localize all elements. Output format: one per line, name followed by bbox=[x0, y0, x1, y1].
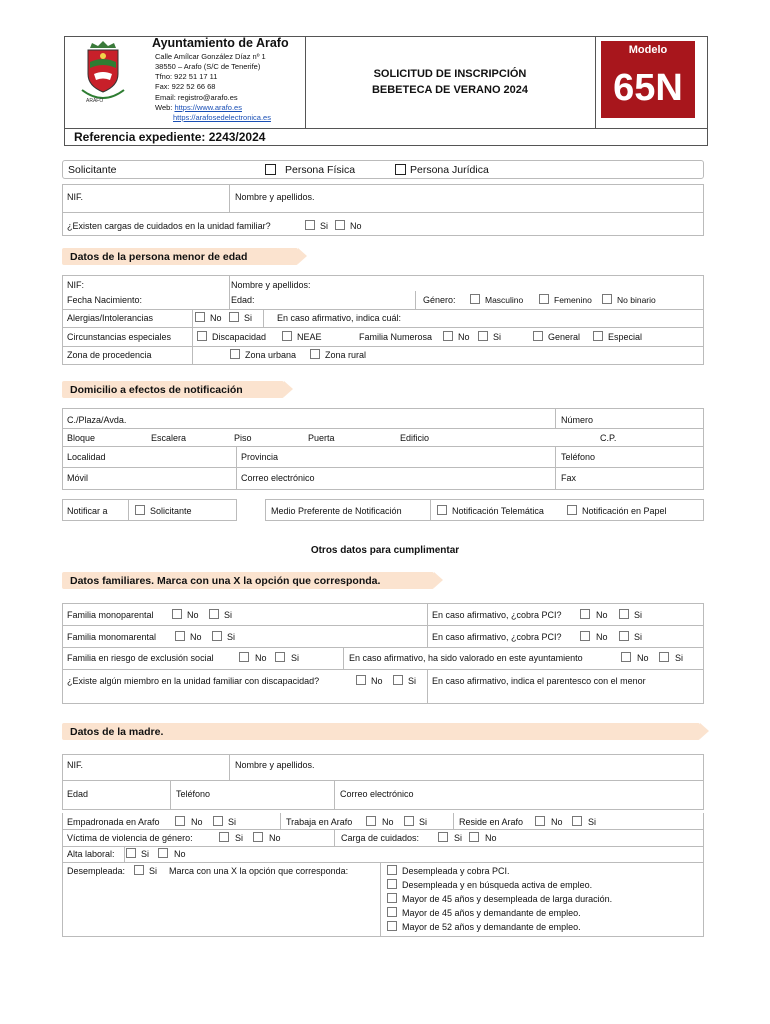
madre-vline-2 bbox=[170, 780, 171, 810]
form-title-line2: BEBETECA DE VERANO 2024 bbox=[371, 84, 529, 96]
org-city: 38550 – Arafo (S/C de Tenerife) bbox=[155, 62, 261, 71]
menor-edad-field[interactable]: Edad: bbox=[231, 295, 255, 305]
empadronada-si-label: Si bbox=[228, 817, 237, 827]
persona-fisica-label: Persona Física bbox=[285, 164, 356, 176]
header-divider-right bbox=[595, 36, 596, 128]
cargas-si-label: Si bbox=[320, 221, 329, 231]
parentesco-field[interactable]: En caso afirmativo, indica el parentesco con el menor bbox=[432, 676, 646, 686]
discapacidad-label: Discapacidad bbox=[212, 332, 267, 342]
monoparental-no-label: No bbox=[187, 610, 199, 620]
madre-vline-3 bbox=[334, 780, 335, 810]
puerta-field[interactable]: Puerta bbox=[308, 433, 335, 443]
monomarental-pci-no-label: No bbox=[596, 632, 608, 642]
form-title-line1: SOLICITUD DE INSCRIPCIÓN bbox=[373, 68, 527, 80]
calle-field[interactable]: C./Plaza/Avda. bbox=[67, 415, 127, 425]
no-binario-label: No binario bbox=[617, 295, 656, 305]
no-binario-checkbox[interactable] bbox=[602, 294, 612, 304]
desempleada-marca-label: Marca con una X la opción que corresponda: bbox=[169, 866, 349, 876]
familiares-section-header bbox=[62, 572, 434, 589]
modelo-label: Modelo bbox=[628, 44, 668, 56]
dom-vline-tel bbox=[555, 446, 556, 490]
movil-field[interactable]: Móvil bbox=[67, 473, 89, 483]
trabaja-label: Trabaja en Arafo bbox=[286, 817, 353, 827]
reside-label: Reside en Arafo bbox=[459, 817, 524, 827]
telematica-checkbox[interactable] bbox=[437, 505, 447, 515]
familiares-section-title: Datos familiares. Marca con una X la opción que corresponda. bbox=[70, 575, 381, 587]
org-web-link[interactable]: https://www.arafo.es bbox=[174, 103, 242, 112]
coat-of-arms-icon bbox=[78, 40, 128, 104]
menor-vline-1 bbox=[229, 275, 230, 309]
madre-table bbox=[62, 754, 704, 810]
discapacidad-miembro-si-checkbox[interactable] bbox=[393, 675, 403, 685]
trabaja-si-checkbox[interactable] bbox=[404, 816, 414, 826]
domicilio-table bbox=[62, 408, 704, 490]
riesgo-valorado-si-label: Si bbox=[675, 653, 684, 663]
solicitante-title: Solicitante bbox=[68, 164, 117, 176]
provincia-field[interactable]: Provincia bbox=[241, 452, 279, 462]
madre-section-title: Datos de la madre. bbox=[70, 726, 164, 738]
victima-no-checkbox[interactable] bbox=[253, 832, 263, 842]
cargas-no-label: No bbox=[350, 221, 362, 231]
header-divider-left bbox=[305, 36, 306, 128]
monoparental-pci-no-label: No bbox=[596, 610, 608, 620]
familia-numerosa-no-label: No bbox=[458, 332, 470, 342]
persona-juridica-checkbox[interactable] bbox=[395, 164, 406, 175]
madre-nombre-field[interactable]: Nombre y apellidos. bbox=[235, 760, 315, 770]
riesgo-label: Familia en riesgo de exclusión social bbox=[67, 653, 214, 663]
femenino-label: Femenino bbox=[554, 295, 592, 305]
victima-label: Víctima de violencia de género: bbox=[67, 833, 193, 843]
org-sede-link[interactable]: https://arafosedelectronica.es bbox=[173, 113, 271, 122]
option-label: Mayor de 45 años y desempleada de larga duración. bbox=[402, 894, 613, 904]
discapacidad-miembro-no-checkbox[interactable] bbox=[356, 675, 366, 685]
cargas-question: ¿Existen cargas de cuidados en la unidad familiar? bbox=[67, 221, 271, 231]
domicilio-section-header bbox=[62, 381, 284, 398]
svg-text:ARAFO: ARAFO bbox=[86, 98, 104, 104]
monoparental-pci-no-checkbox[interactable] bbox=[580, 609, 590, 619]
solicitante-bar bbox=[62, 160, 704, 179]
monoparental-no-checkbox[interactable] bbox=[172, 609, 182, 619]
notificar-vline bbox=[128, 499, 129, 521]
riesgo-no-checkbox[interactable] bbox=[239, 652, 249, 662]
familia-numerosa-si-label: Si bbox=[493, 332, 502, 342]
madre-options-table bbox=[62, 813, 704, 937]
menor-edad-vline bbox=[415, 291, 416, 309]
cargas-no-checkbox[interactable] bbox=[335, 220, 345, 230]
menor-hline-2 bbox=[62, 327, 704, 328]
madre-hline-1 bbox=[62, 780, 704, 781]
menor-hline-3 bbox=[62, 346, 704, 347]
riesgo-valorado-no-label: No bbox=[637, 653, 649, 663]
madre-opt-vline-2 bbox=[453, 813, 454, 829]
telematica-label: Notificación Telemática bbox=[452, 506, 544, 516]
madre-correo-field[interactable]: Correo electrónico bbox=[340, 789, 414, 799]
discapacidad-miembro-label: ¿Existe algún miembro en la unidad familiar con discapacidad? bbox=[67, 676, 320, 686]
zona-urbana-label: Zona urbana bbox=[245, 350, 297, 360]
alta-si-checkbox[interactable] bbox=[126, 848, 136, 858]
org-name: Ayuntamiento de Arafo bbox=[152, 36, 289, 50]
menor-nombre-field[interactable]: Nombre y apellidos: bbox=[231, 280, 311, 290]
reference-expediente: Referencia expediente: 2243/2024 bbox=[74, 130, 266, 144]
menor-section-header bbox=[62, 248, 298, 265]
masculino-label: Masculino bbox=[485, 295, 524, 305]
fam-vline-3 bbox=[427, 669, 428, 704]
trabaja-no-checkbox[interactable] bbox=[366, 816, 376, 826]
zona-urbana-checkbox[interactable] bbox=[230, 349, 240, 359]
victima-si-label: Si bbox=[235, 833, 244, 843]
monoparental-si-label: Si bbox=[224, 610, 233, 620]
dom-hline-1 bbox=[62, 428, 704, 429]
carga-label: Carga de cuidados: bbox=[341, 833, 420, 843]
notificar-solicitante-label: Solicitante bbox=[150, 506, 192, 516]
option-label: Mayor de 45 años y demandante de empleo. bbox=[402, 908, 581, 918]
discapacidad-miembro-no-label: No bbox=[371, 676, 383, 686]
desempleada-si-checkbox[interactable] bbox=[134, 865, 144, 875]
discapacidad-checkbox[interactable] bbox=[197, 331, 207, 341]
menor-fecha-field[interactable]: Fecha Nacimiento: bbox=[67, 295, 143, 305]
papel-checkbox[interactable] bbox=[567, 505, 577, 515]
numero-field[interactable]: Número bbox=[561, 415, 594, 425]
fam-hline-2 bbox=[62, 647, 704, 648]
monomarental-pci-si-checkbox[interactable] bbox=[619, 631, 629, 641]
monoparental-pci-si-checkbox[interactable] bbox=[619, 609, 629, 619]
fam-hline-3 bbox=[62, 669, 704, 670]
localidad-field[interactable]: Localidad bbox=[67, 452, 106, 462]
cargas-si-checkbox[interactable] bbox=[305, 220, 315, 230]
riesgo-valorado-si-checkbox[interactable] bbox=[659, 652, 669, 662]
madre-opt-vline-3 bbox=[334, 829, 335, 846]
dom-hline-2 bbox=[62, 446, 704, 447]
neae-label: NEAE bbox=[297, 332, 322, 342]
fax-field[interactable]: Fax bbox=[561, 473, 577, 483]
circunstancias-label: Circunstancias especiales bbox=[67, 332, 172, 342]
empadronada-no-checkbox[interactable] bbox=[175, 816, 185, 826]
femenino-checkbox[interactable] bbox=[539, 294, 549, 304]
riesgo-si-label: Si bbox=[291, 653, 300, 663]
carga-no-label: No bbox=[485, 833, 497, 843]
zona-rural-label: Zona rural bbox=[325, 350, 367, 360]
riesgo-valorado-label: En caso afirmativo, ha sido valorado en este ayuntamiento bbox=[349, 653, 583, 663]
monomarental-no-checkbox[interactable] bbox=[175, 631, 185, 641]
escalera-field[interactable]: Escalera bbox=[151, 433, 187, 443]
riesgo-no-label: No bbox=[255, 653, 267, 663]
reside-si-label: Si bbox=[588, 817, 597, 827]
familia-numerosa-no-checkbox[interactable] bbox=[443, 331, 453, 341]
victima-si-checkbox[interactable] bbox=[219, 832, 229, 842]
option-label: Mayor de 52 años y demandante de empleo. bbox=[402, 922, 581, 932]
edificio-field[interactable]: Edificio bbox=[400, 433, 430, 443]
alta-no-label: No bbox=[174, 849, 186, 859]
org-phone: Tfno: 922 51 17 11 bbox=[155, 72, 218, 81]
especial-checkbox[interactable] bbox=[593, 331, 603, 341]
solicitante-nif-field[interactable]: NIF. bbox=[67, 192, 84, 202]
monomarental-pci-label: En caso afirmativo, ¿cobra PCI? bbox=[432, 632, 562, 642]
empadronada-si-checkbox[interactable] bbox=[213, 816, 223, 826]
persona-juridica-label: Persona Jurídica bbox=[410, 164, 489, 176]
alergias-cual-field[interactable]: En caso afirmativo, indica cuál: bbox=[277, 313, 402, 323]
monomarental-label: Familia monomarental bbox=[67, 632, 157, 642]
madre-vline-1 bbox=[229, 754, 230, 780]
reside-no-checkbox[interactable] bbox=[535, 816, 545, 826]
madre-opt-vline-5 bbox=[380, 862, 381, 937]
modelo-badge bbox=[601, 41, 695, 118]
alergias-no-label: No bbox=[210, 313, 222, 323]
alergias-no-checkbox[interactable] bbox=[195, 312, 205, 322]
menor-nif-field[interactable]: NIF: bbox=[67, 280, 84, 290]
option-checkbox[interactable] bbox=[387, 907, 397, 917]
monoparental-label: Familia monoparental bbox=[67, 610, 154, 620]
org-fax: Fax: 922 52 66 68 bbox=[155, 82, 216, 91]
fam-vline-1 bbox=[427, 603, 428, 647]
dom-vline-prov bbox=[236, 446, 237, 490]
menor-genero-label: Género: bbox=[423, 295, 456, 305]
medio-label: Medio Preferente de Notificación bbox=[271, 506, 402, 516]
victima-no-label: No bbox=[269, 833, 281, 843]
riesgo-si-checkbox[interactable] bbox=[275, 652, 285, 662]
alta-label: Alta laboral: bbox=[67, 849, 115, 859]
solicitante-nombre-field[interactable]: Nombre y apellidos. bbox=[235, 192, 315, 202]
madre-opt-vline-1 bbox=[280, 813, 281, 829]
madre-edad-field[interactable]: Edad bbox=[67, 789, 89, 799]
option-checkbox[interactable] bbox=[387, 865, 397, 875]
trabaja-si-label: Si bbox=[419, 817, 428, 827]
notificar-solicitante-checkbox[interactable] bbox=[135, 505, 145, 515]
carga-si-checkbox[interactable] bbox=[438, 832, 448, 842]
otros-datos-title: Otros datos para cumplimentar bbox=[310, 545, 460, 556]
fam-hline-1 bbox=[62, 625, 704, 626]
solicitante-vline bbox=[229, 184, 230, 212]
monoparental-pci-label: En caso afirmativo, ¿cobra PCI? bbox=[432, 610, 562, 620]
familia-numerosa-label: Familia Numerosa bbox=[359, 332, 433, 342]
option-checkbox[interactable] bbox=[387, 879, 397, 889]
monomarental-si-checkbox[interactable] bbox=[212, 631, 222, 641]
dom-hline-3 bbox=[62, 467, 704, 468]
madre-opt-hline-2 bbox=[62, 846, 704, 847]
monomarental-pci-no-checkbox[interactable] bbox=[580, 631, 590, 641]
madre-opt-hline-3 bbox=[62, 862, 704, 863]
alergias-vline bbox=[263, 309, 264, 327]
carga-si-label: Si bbox=[454, 833, 463, 843]
org-web bbox=[155, 103, 242, 113]
menor-vline-2 bbox=[192, 309, 193, 327]
trabaja-no-label: No bbox=[382, 817, 394, 827]
option-label: Desempleada y cobra PCI. bbox=[402, 866, 510, 876]
alta-no-checkbox[interactable] bbox=[158, 848, 168, 858]
solicitante-hline bbox=[62, 212, 704, 213]
option-checkbox[interactable] bbox=[387, 893, 397, 903]
domicilio-section-title: Domicilio a efectos de notificación bbox=[70, 384, 243, 396]
persona-fisica-checkbox[interactable] bbox=[265, 164, 276, 175]
alergias-si-label: Si bbox=[244, 313, 253, 323]
cp-field[interactable]: C.P. bbox=[600, 433, 617, 443]
notificar-label: Notificar a bbox=[67, 506, 108, 516]
madre-telefono-field[interactable]: Teléfono bbox=[176, 789, 211, 799]
carga-no-checkbox[interactable] bbox=[469, 832, 479, 842]
empadronada-no-label: No bbox=[191, 817, 203, 827]
alergias-si-checkbox[interactable] bbox=[229, 312, 239, 322]
zona-label: Zona de procedencia bbox=[67, 350, 152, 360]
riesgo-valorado-no-checkbox[interactable] bbox=[621, 652, 631, 662]
papel-label: Notificación en Papel bbox=[582, 506, 667, 516]
madre-opt-hline-1 bbox=[62, 829, 704, 830]
desempleada-si-label: Si bbox=[149, 866, 158, 876]
piso-field[interactable]: Piso bbox=[234, 433, 252, 443]
dom-vline-numero bbox=[555, 408, 556, 428]
option-label: Desempleada y en búsqueda activa de empleo. bbox=[402, 880, 593, 890]
especial-label: Especial bbox=[608, 332, 643, 342]
empadronada-label: Empadronada en Arafo bbox=[67, 817, 160, 827]
modelo-code: 65N bbox=[613, 67, 683, 109]
reside-si-checkbox[interactable] bbox=[572, 816, 582, 826]
fam-vline-2 bbox=[343, 647, 344, 669]
menor-hline-1 bbox=[62, 309, 704, 310]
masculino-checkbox[interactable] bbox=[470, 294, 480, 304]
familia-numerosa-si-checkbox[interactable] bbox=[478, 331, 488, 341]
monomarental-pci-si-label: Si bbox=[634, 632, 643, 642]
org-address: Calle Amílcar González Díaz nº 1 bbox=[155, 52, 266, 61]
discapacidad-miembro-si-label: Si bbox=[408, 676, 417, 686]
bloque-field[interactable]: Bloque bbox=[67, 433, 96, 443]
zona-rural-checkbox[interactable] bbox=[310, 349, 320, 359]
alergias-label: Alergias/Intolerancias bbox=[67, 313, 154, 323]
org-web-prefix: Web: bbox=[155, 103, 175, 112]
madre-section-header bbox=[62, 723, 700, 740]
madre-opt-vline-4 bbox=[124, 846, 125, 862]
option-checkbox[interactable] bbox=[387, 921, 397, 931]
general-checkbox[interactable] bbox=[533, 331, 543, 341]
neae-checkbox[interactable] bbox=[282, 331, 292, 341]
general-label: General bbox=[548, 332, 581, 342]
desempleada-label: Desempleada: bbox=[67, 866, 126, 876]
monomarental-no-label: No bbox=[190, 632, 202, 642]
menor-section-title: Datos de la persona menor de edad bbox=[70, 251, 248, 263]
alta-si-label: Si bbox=[141, 849, 150, 859]
correo-field[interactable]: Correo electrónico bbox=[241, 473, 315, 483]
telefono-field[interactable]: Teléfono bbox=[561, 452, 596, 462]
medio-vline bbox=[430, 499, 431, 521]
monoparental-si-checkbox[interactable] bbox=[209, 609, 219, 619]
reside-no-label: No bbox=[551, 817, 563, 827]
madre-nif-field[interactable]: NIF. bbox=[67, 760, 84, 770]
monoparental-pci-si-label: Si bbox=[634, 610, 643, 620]
monomarental-si-label: Si bbox=[227, 632, 236, 642]
org-email: Email: registro@arafo.es bbox=[155, 93, 238, 102]
